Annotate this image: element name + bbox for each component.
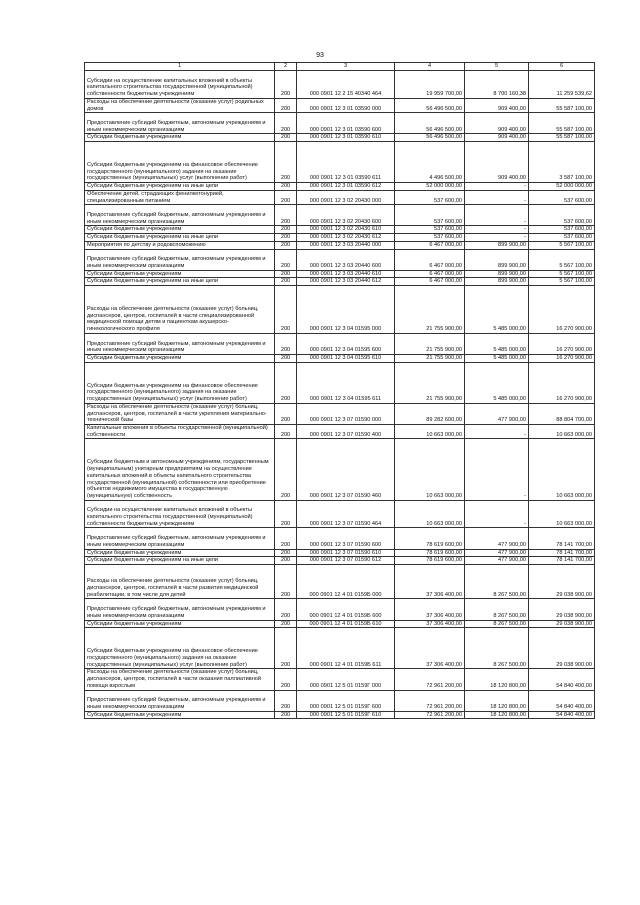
row-kbk: 000 0901 12 3 02 20430 600 [297,205,395,226]
row-value-col5: 477 900,00 [465,528,529,549]
row-name: Капитальные вложения в объекты государственной (муниципальной) собственности [85,424,275,438]
table-row [85,226,595,234]
row-value-col6: 55 587 100,00 [529,113,595,134]
row-value-col5: 8 267 500,00 [465,620,529,628]
row-kbk: 000 0901 12 5 01 0159Г 610 [297,711,395,719]
row-name: Субсидии бюджетным учреждениям на иные цели [85,557,275,565]
row-value-col6: 78 141 700,00 [529,557,595,565]
row-value-col5: 909 400,00 [465,134,529,142]
row-kbk: 000 0901 12 3 07 01590 464 [297,500,395,528]
row-name: Предоставление субсидий бюджетным, автономным учреждениям и иным некоммерческим организациям [85,690,275,711]
row-value-col4: 21 755 900,00 [395,354,465,362]
row-value-col4: 37 306 400,00 [395,599,465,620]
row-name: Предоставление субсидий бюджетным, автономным учреждениям и иным некоммерческим организациям [85,113,275,134]
row-name: Субсидии на осуществление капитальных вложений в объекты капитального строительства государственной (муниципальной) собственности бюджетным учреждениям [85,71,275,99]
row-code: 200 [275,599,297,620]
row-kbk: 000 0901 12 5 01 0159Г 600 [297,690,395,711]
row-value-col4: 6 467 000,00 [395,278,465,286]
row-kbk: 000 0901 12 3 01 03590 611 [297,142,395,183]
row-code: 200 [275,286,297,334]
row-value-col4: 72 961 200,00 [395,669,465,690]
row-name: Расходы на обеспечение деятельности (оказание услуг) больниц, диспансеров, центров, госпиталей в части оказания паллиативной помощи взрослым [85,669,275,690]
row-value-col4: 89 282 600,00 [395,403,465,424]
row-value-col4: 37 306 400,00 [395,628,465,669]
table-row [85,599,595,620]
row-code: 200 [275,71,297,99]
row-value-col6: 16 270 900,00 [529,354,595,362]
row-value-col6: 29 038 900,00 [529,564,595,599]
row-value-col4: 37 306 400,00 [395,564,465,599]
row-value-col6: 78 141 700,00 [529,549,595,557]
row-value-col5: 5 485 000,00 [465,333,529,354]
row-value-col5: 477 900,00 [465,403,529,424]
row-name: Предоставление субсидий бюджетным, автономным учреждениям и иным некоммерческим организациям [85,333,275,354]
row-value-col4: 52 000 000,00 [395,183,465,191]
row-value-col4: 21 755 900,00 [395,333,465,354]
row-value-col6: 10 663 000,00 [529,500,595,528]
row-name: Субсидии бюджетным учреждениям на иные цели [85,234,275,242]
row-value-col6: 54 840 400,00 [529,690,595,711]
row-name: Субсидии бюджетным учреждениям [85,226,275,234]
row-name: Расходы на обеспечение деятельности (оказание услуг) больниц, диспансеров, центров, госпиталей в части укрепления материально-технической базы [85,403,275,424]
row-value-col5: - [465,234,529,242]
table-row [85,333,595,354]
row-value-col5: 909 400,00 [465,113,529,134]
row-value-col6: 537 600,00 [529,190,595,204]
row-kbk: 000 0901 12 3 02 20430 000 [297,190,395,204]
row-value-col6: 3 587 100,00 [529,142,595,183]
column-header: 4 [395,63,465,71]
row-value-col5: - [465,183,529,191]
row-value-col4: 56 496 500,00 [395,113,465,134]
row-value-col4: 56 496 500,00 [395,98,465,112]
row-kbk: 000 0901 12 3 02 20430 610 [297,226,395,234]
row-value-col4: 537 600,00 [395,205,465,226]
row-value-col5: 5 485 000,00 [465,286,529,334]
row-value-col6: 5 567 100,00 [529,278,595,286]
budget-table [84,62,595,719]
row-value-col5: 8 267 500,00 [465,564,529,599]
row-kbk: 000 0901 12 3 02 20430 612 [297,234,395,242]
column-header: 3 [297,63,395,71]
row-name: Субсидии бюджетным учреждениям на финансовое обеспечение государственного (муниципального) задания на оказание государственных (муниципальных) услуг (выполнение работ) [85,362,275,403]
table-row [85,270,595,278]
row-value-col4: 72 961 200,00 [395,711,465,719]
row-kbk: 000 0901 12 3 03 20440 000 [297,241,395,249]
row-value-col5: 5 485 000,00 [465,354,529,362]
row-value-col5: 899 900,00 [465,278,529,286]
table-row [85,500,595,528]
row-value-col4: 10 663 000,00 [395,500,465,528]
row-name: Обеспечение детей, страдающих фенилкетонурией, специализированным питанием [85,190,275,204]
table-row [85,620,595,628]
row-value-col6: 78 141 700,00 [529,528,595,549]
row-kbk: 000 0901 12 3 04 01595 600 [297,333,395,354]
row-code: 200 [275,333,297,354]
row-kbk: 000 0901 12 3 07 01590 612 [297,557,395,565]
table-row [85,628,595,669]
row-value-col5: 8 267 500,00 [465,628,529,669]
row-code: 200 [275,549,297,557]
row-value-col5: - [465,439,529,500]
row-code: 200 [275,278,297,286]
row-code: 200 [275,190,297,204]
row-code: 200 [275,439,297,500]
row-value-col4: 21 755 900,00 [395,286,465,334]
row-value-col6: 55 587 100,00 [529,98,595,112]
row-kbk: 000 0901 12 3 01 03590 612 [297,183,395,191]
row-value-col5: 909 400,00 [465,142,529,183]
row-name: Субсидии бюджетным учреждениям на финансовое обеспечение государственного (муниципального) задания на оказание государственных (муниципальных) услуг (выполнение работ) [85,142,275,183]
table-row [85,528,595,549]
row-code: 200 [275,528,297,549]
table-row [85,134,595,142]
table-row [85,234,595,242]
row-value-col4: 6 467 000,00 [395,241,465,249]
row-kbk: 000 0901 12 3 04 01595 000 [297,286,395,334]
row-code: 200 [275,500,297,528]
row-kbk: 000 0901 12 4 01 0159Б 000 [297,564,395,599]
table-row [85,439,595,500]
row-value-col4: 6 467 000,00 [395,249,465,270]
row-name: Расходы на обеспечение деятельности (оказание услуг) больниц, диспансеров, центров, госпиталей в части развития медицинской реабилитации, в том числе для детей [85,564,275,599]
row-kbk: 000 0901 12 4 01 0159Б 610 [297,620,395,628]
row-code: 200 [275,669,297,690]
row-name: Субсидии бюджетным учреждениям на иные цели [85,278,275,286]
row-value-col6: 5 567 100,00 [529,270,595,278]
row-name: Мероприятия по детству и родовспоможению [85,241,275,249]
row-name: Субсидии бюджетным и автономным учреждениям, государственным (муниципальным) унитарным предприятиям на осуществление капитальных вложений в объекты капитального строительства государственной (муниципальной) собственности или приобретение объектов недвижимого имущества в государственную (муниципальную) собственность [85,439,275,500]
row-code: 200 [275,134,297,142]
table-row [85,183,595,191]
row-kbk: 000 0901 12 3 03 20440 610 [297,270,395,278]
row-value-col5: - [465,205,529,226]
row-name: Предоставление субсидий бюджетным, автономным учреждениям и иным некоммерческим организациям [85,205,275,226]
row-value-col5: 18 120 800,00 [465,669,529,690]
row-value-col6: 88 804 700,00 [529,403,595,424]
column-header: 1 [85,63,275,71]
table-row [85,549,595,557]
row-value-col6: 52 000 000,00 [529,183,595,191]
row-code: 200 [275,557,297,565]
row-value-col4: 72 961 200,00 [395,690,465,711]
row-value-col5: 899 900,00 [465,270,529,278]
row-kbk: 000 0901 12 4 01 0159Б 600 [297,599,395,620]
row-code: 200 [275,628,297,669]
row-value-col4: 10 663 000,00 [395,424,465,438]
row-value-col5: - [465,500,529,528]
row-code: 200 [275,249,297,270]
row-value-col6: 29 038 900,00 [529,599,595,620]
table-row [85,711,595,719]
row-value-col6: 29 038 900,00 [529,628,595,669]
row-name: Предоставление субсидий бюджетным, автономным учреждениям и иным некоммерческим организациям [85,599,275,620]
row-value-col6: 537 600,00 [529,226,595,234]
column-header: 5 [465,63,529,71]
row-value-col6: 16 270 900,00 [529,333,595,354]
table-row [85,278,595,286]
table-row [85,205,595,226]
row-kbk: 000 0901 12 3 07 01590 000 [297,403,395,424]
row-kbk: 000 0901 12 4 01 0159Б 611 [297,628,395,669]
table-row [85,669,595,690]
row-code: 200 [275,98,297,112]
row-kbk: 000 0901 12 3 07 01590 460 [297,439,395,500]
row-code: 200 [275,711,297,719]
row-name: Предоставление субсидий бюджетным, автономным учреждениям и иным некоммерческим организациям [85,528,275,549]
row-value-col4: 19 959 700,00 [395,71,465,99]
column-header: 2 [275,63,297,71]
row-code: 200 [275,424,297,438]
row-value-col6: 537 600,00 [529,205,595,226]
row-code: 200 [275,403,297,424]
row-value-col5: 899 900,00 [465,249,529,270]
row-value-col6: 54 840 400,00 [529,669,595,690]
row-value-col5: 18 120 800,00 [465,690,529,711]
row-value-col5: - [465,190,529,204]
row-value-col4: 537 600,00 [395,190,465,204]
table-row [85,190,595,204]
row-kbk: 000 0901 12 3 04 01595 611 [297,362,395,403]
row-kbk: 000 0901 12 3 04 01595 610 [297,354,395,362]
row-value-col4: 537 600,00 [395,226,465,234]
table-row [85,249,595,270]
row-code: 200 [275,270,297,278]
row-name: Предоставление субсидий бюджетным, автономным учреждениям и иным некоммерческим организациям [85,249,275,270]
row-value-col6: 10 663 000,00 [529,424,595,438]
row-kbk: 000 0901 12 5 01 0159Г 000 [297,669,395,690]
page-number: 93 [316,52,324,59]
table-row [85,362,595,403]
table-row [85,71,595,99]
row-code: 200 [275,362,297,403]
row-name: Субсидии бюджетным учреждениям [85,354,275,362]
row-value-col4: 78 619 600,00 [395,557,465,565]
row-value-col4: 537 600,00 [395,234,465,242]
row-value-col5: 5 485 000,00 [465,362,529,403]
row-value-col5: - [465,226,529,234]
table-row [85,557,595,565]
row-kbk: 000 0901 12 3 01 03590 600 [297,113,395,134]
row-value-col4: 56 496 500,00 [395,134,465,142]
row-code: 200 [275,354,297,362]
row-name: Субсидии бюджетным учреждениям [85,711,275,719]
row-name: Субсидии бюджетным учреждениям на иные цели [85,183,275,191]
column-header: 6 [529,63,595,71]
row-value-col4: 4 496 500,00 [395,142,465,183]
row-kbk: 000 0901 12 3 01 03590 000 [297,98,395,112]
row-name: Субсидии бюджетным учреждениям [85,134,275,142]
row-value-col4: 21 755 900,00 [395,362,465,403]
table-row [85,286,595,334]
row-value-col5: 18 120 800,00 [465,711,529,719]
row-value-col4: 37 306 400,00 [395,620,465,628]
row-kbk: 000 0901 12 2 15 40340 464 [297,71,395,99]
table-header-row [85,63,595,71]
row-kbk: 000 0901 12 3 07 01590 600 [297,528,395,549]
row-code: 200 [275,142,297,183]
row-name: Субсидии бюджетным учреждениям на финансовое обеспечение государственного (муниципального) задания на оказание государственных (муниципальных) услуг (выполнение работ) [85,628,275,669]
row-value-col6: 10 663 000,00 [529,439,595,500]
row-code: 200 [275,620,297,628]
row-value-col5: 899 900,00 [465,241,529,249]
row-value-col6: 16 270 900,00 [529,286,595,334]
row-value-col5: 8 700 160,38 [465,71,529,99]
row-name: Расходы на обеспечение деятельности (оказание услуг) родильных домов [85,98,275,112]
row-kbk: 000 0901 12 3 07 01590 400 [297,424,395,438]
row-kbk: 000 0901 12 3 01 03590 610 [297,134,395,142]
row-value-col5: 8 267 500,00 [465,599,529,620]
row-value-col5: 909 400,00 [465,98,529,112]
row-value-col4: 10 663 000,00 [395,439,465,500]
row-value-col5: 477 900,00 [465,549,529,557]
row-name: Субсидии бюджетным учреждениям [85,270,275,278]
row-value-col6: 5 567 100,00 [529,249,595,270]
table-row [85,354,595,362]
row-name: Субсидии на осуществление капитальных вложений в объекты капитального строительства государственной (муниципальной) собственности бюджетным учреждениям [85,500,275,528]
row-code: 200 [275,183,297,191]
row-value-col6: 16 270 900,00 [529,362,595,403]
row-value-col4: 6 467 000,00 [395,270,465,278]
row-code: 200 [275,226,297,234]
table-row [85,424,595,438]
row-code: 200 [275,241,297,249]
row-name: Субсидии бюджетным учреждениям [85,549,275,557]
row-value-col6: 54 840 400,00 [529,711,595,719]
row-kbk: 000 0901 12 3 03 20440 612 [297,278,395,286]
table-row [85,241,595,249]
row-name: Расходы на обеспечение деятельности (оказание услуг) больниц, диспансеров, центров, госпиталей в части специализированной медицинской помощи детям и пациенткам акушерско-гинекологического профиля [85,286,275,334]
row-code: 200 [275,234,297,242]
row-value-col6: 55 587 100,00 [529,134,595,142]
table-row [85,403,595,424]
row-kbk: 000 0901 12 3 03 20440 600 [297,249,395,270]
row-value-col6: 29 038 900,00 [529,620,595,628]
table-row [85,98,595,112]
table-row [85,113,595,134]
row-code: 200 [275,690,297,711]
row-code: 200 [275,113,297,134]
row-value-col4: 78 619 600,00 [395,528,465,549]
table-row [85,564,595,599]
row-value-col6: 5 567 100,00 [529,241,595,249]
row-value-col5: - [465,424,529,438]
table-row [85,142,595,183]
table-row [85,690,595,711]
row-kbk: 000 0901 12 3 07 01590 610 [297,549,395,557]
row-value-col5: 477 900,00 [465,557,529,565]
row-code: 200 [275,564,297,599]
row-value-col4: 78 619 600,00 [395,549,465,557]
row-code: 200 [275,205,297,226]
row-name: Субсидии бюджетным учреждениям [85,620,275,628]
row-value-col6: 537 600,00 [529,234,595,242]
row-value-col6: 11 259 539,62 [529,71,595,99]
